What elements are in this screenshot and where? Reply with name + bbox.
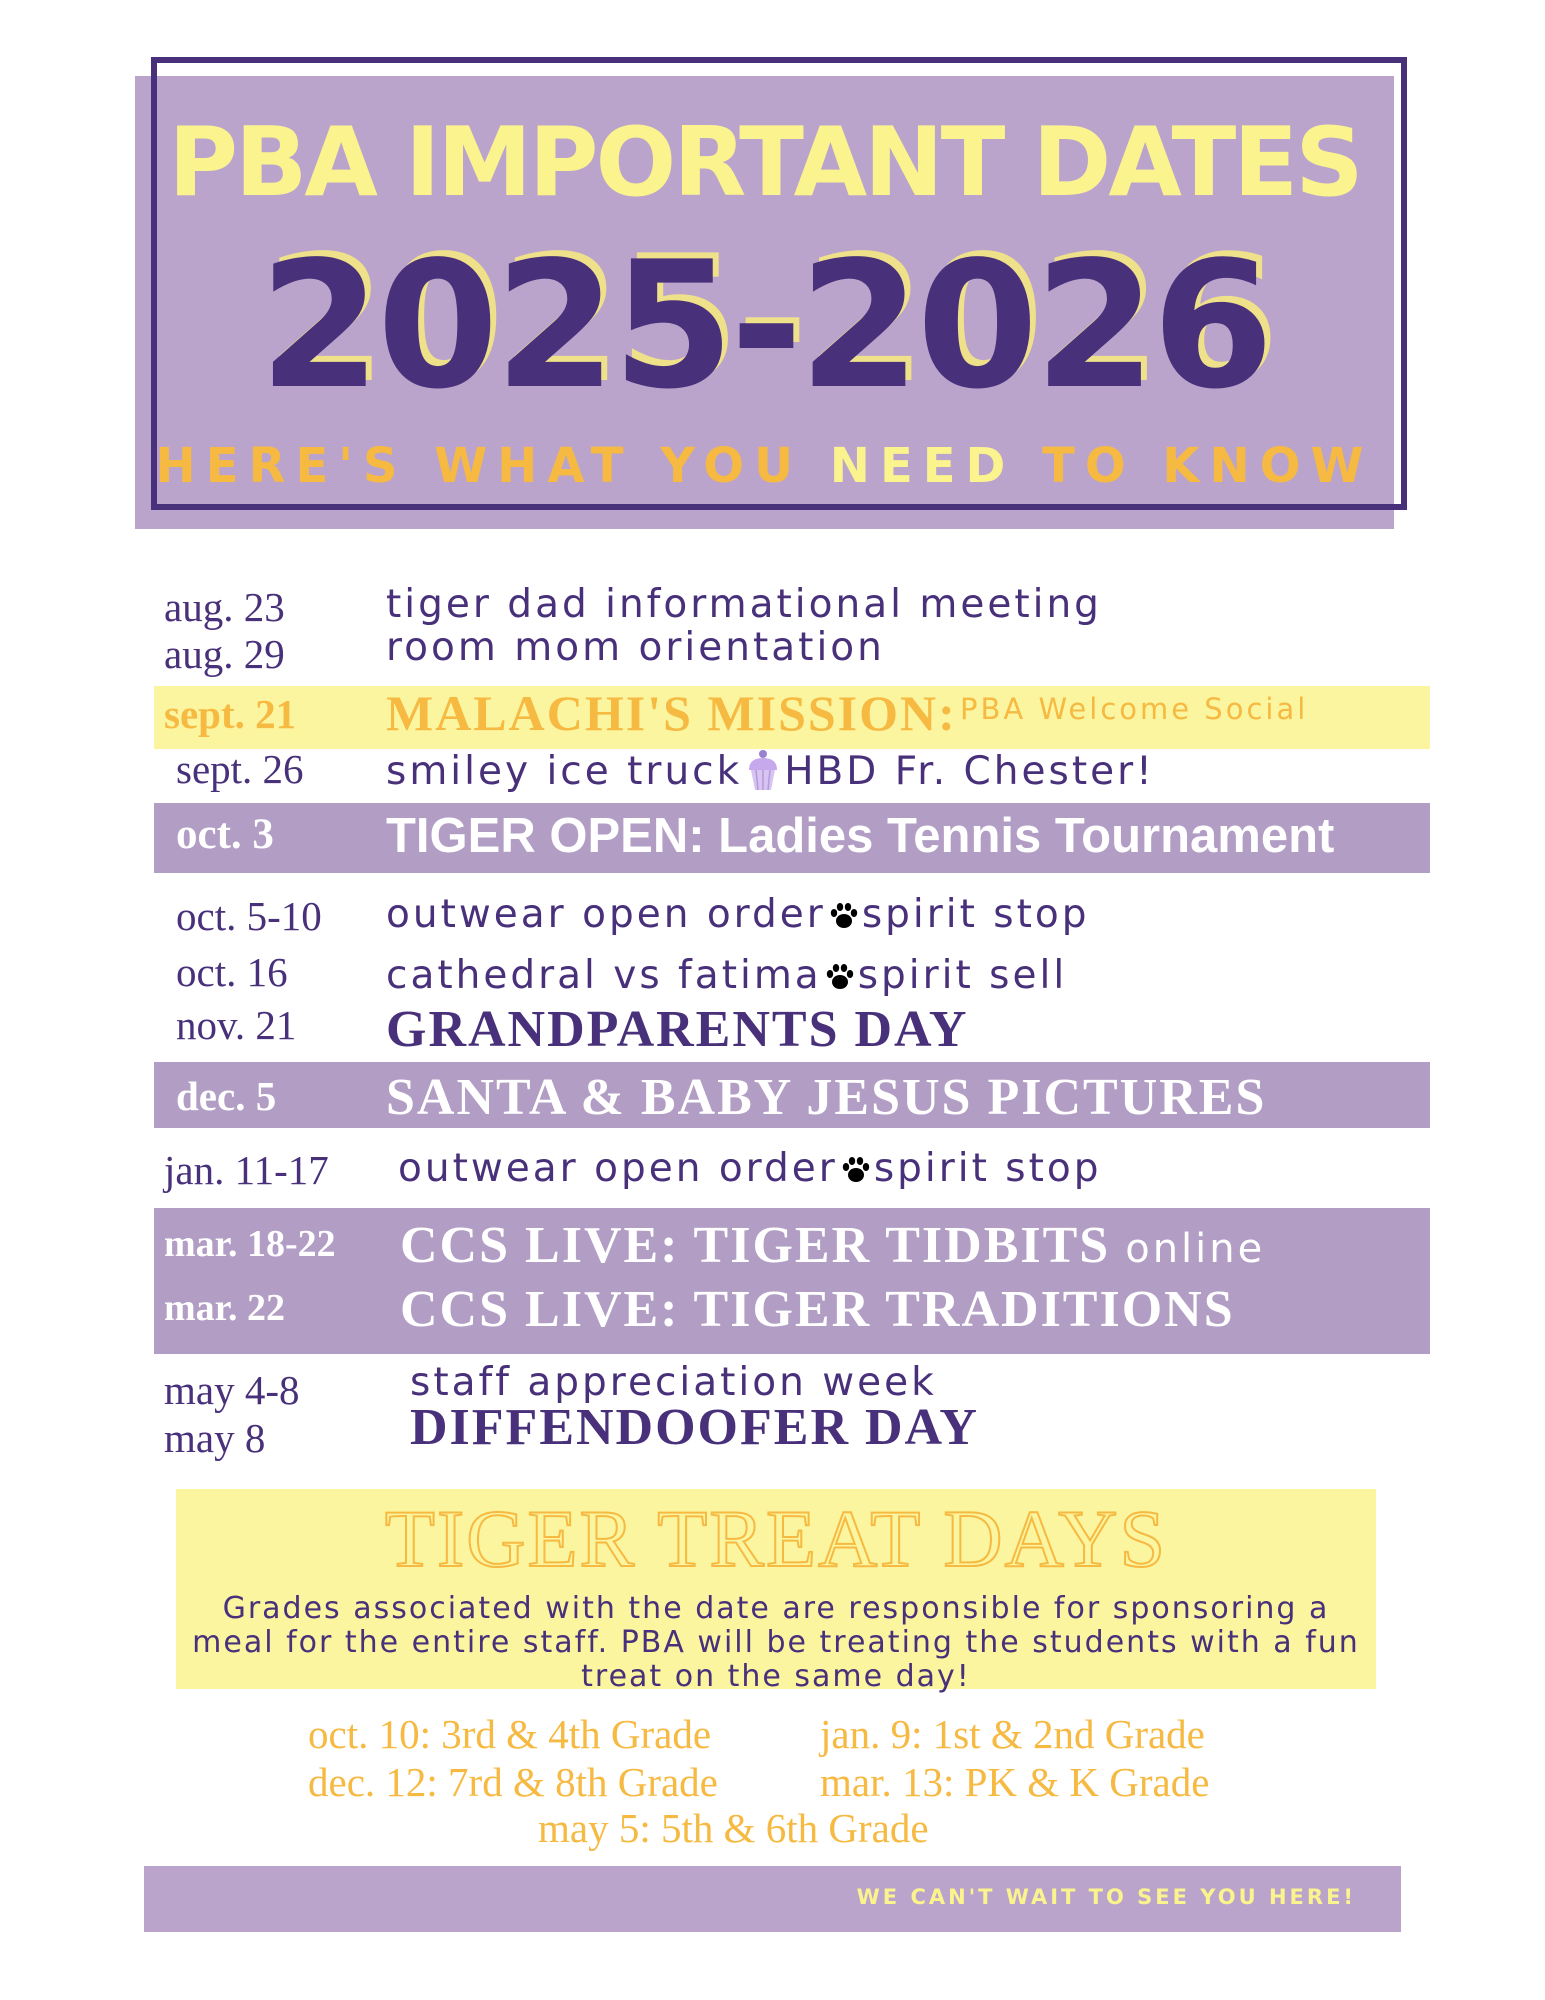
event-date: jan. 11-17 xyxy=(164,1147,329,1193)
event-text: GRANDPARENTS DAY xyxy=(386,1001,969,1058)
paw-icon xyxy=(824,960,856,992)
tagline xyxy=(135,438,1394,494)
event-text-a: smiley ice truck xyxy=(386,749,743,794)
event-date: nov. 21 xyxy=(176,1002,297,1048)
event-text xyxy=(400,1216,1265,1275)
treat-grade: dec. 12: 7rd & 8th Grade xyxy=(308,1759,718,1805)
treat-title: TIGER TREAT DAYS xyxy=(384,1493,1168,1584)
event-text-b: spirit sell xyxy=(857,953,1068,998)
treat-grade: oct. 10: 3rd & 4th Grade xyxy=(308,1711,712,1757)
event-text-a: cathedral vs fatima xyxy=(386,953,822,998)
paw-icon xyxy=(828,899,860,931)
event-text: PBA Welcome Social xyxy=(960,692,1309,726)
paw-icon xyxy=(840,1153,872,1185)
event-text-b: online xyxy=(1125,1226,1266,1272)
event-text-b: spirit stop xyxy=(873,1146,1102,1191)
tagline-part-2: NEED xyxy=(829,438,1016,494)
footer-bar xyxy=(144,1866,1401,1932)
event-date: dec. 5 xyxy=(176,1073,277,1119)
page-title: PBA IMPORTANT DATES xyxy=(168,108,1361,218)
event-text xyxy=(386,892,1090,937)
treat-grade: may 5: 5th & 6th Grade xyxy=(538,1805,929,1851)
event-date: oct. 16 xyxy=(176,949,288,995)
event-date: oct. 5-10 xyxy=(176,893,322,939)
event-text-b: HBD Fr. Chester! xyxy=(784,749,1155,794)
school-year: 2025-2026 xyxy=(259,225,1270,428)
event-date: mar. 18-22 xyxy=(164,1223,336,1265)
event-text xyxy=(386,953,1067,998)
treat-grade: mar. 13: PK & K Grade xyxy=(820,1759,1210,1805)
tagline-part-3: TO KNOW xyxy=(1015,438,1374,494)
event-text-a: outwear open order xyxy=(386,892,826,937)
treat-grade: jan. 9: 1st & 2nd Grade xyxy=(820,1711,1205,1757)
footer-text: WE CAN'T WAIT TO SEE YOU HERE! xyxy=(856,1885,1356,1909)
treat-description: Grades associated with the date are responsible for sponsoring a meal for the entire staff. PBA will be treating the students with a fun treat on the same day! xyxy=(192,1591,1360,1694)
event-text: DIFFENDOOFER DAY xyxy=(410,1399,979,1456)
event-date: sept. 26 xyxy=(176,746,304,792)
event-date: sept. 21 xyxy=(164,691,297,737)
event-date: mar. 22 xyxy=(164,1287,286,1329)
event-title: MALACHI'S MISSION: xyxy=(386,685,957,741)
event-text: CCS LIVE: TIGER TRADITIONS xyxy=(400,1281,1235,1338)
event-text-a: CCS LIVE: TIGER TIDBITS xyxy=(400,1217,1111,1274)
event-date: may 8 xyxy=(164,1415,266,1461)
event-date: may 4-8 xyxy=(164,1367,300,1413)
event-text xyxy=(398,1146,1102,1191)
tagline-part-1: HERE'S WHAT YOU xyxy=(155,438,830,494)
event-date: aug. 23 xyxy=(164,584,285,630)
event-text: staff appreciation week xyxy=(410,1360,937,1405)
event-text: tiger dad informational meeting xyxy=(386,582,1102,627)
event-text: room mom orientation xyxy=(386,625,885,670)
event-date: aug. 29 xyxy=(164,631,285,677)
event-text-a: outwear open order xyxy=(398,1146,838,1191)
event-text: TIGER OPEN: Ladies Tennis Tournament xyxy=(386,809,1335,863)
event-text: SANTA & BABY JESUS PICTURES xyxy=(386,1069,1267,1126)
event-date: oct. 3 xyxy=(176,811,274,858)
event-text-b: spirit stop xyxy=(861,892,1090,937)
cupcake-icon xyxy=(744,748,782,792)
event-text xyxy=(386,748,1155,794)
